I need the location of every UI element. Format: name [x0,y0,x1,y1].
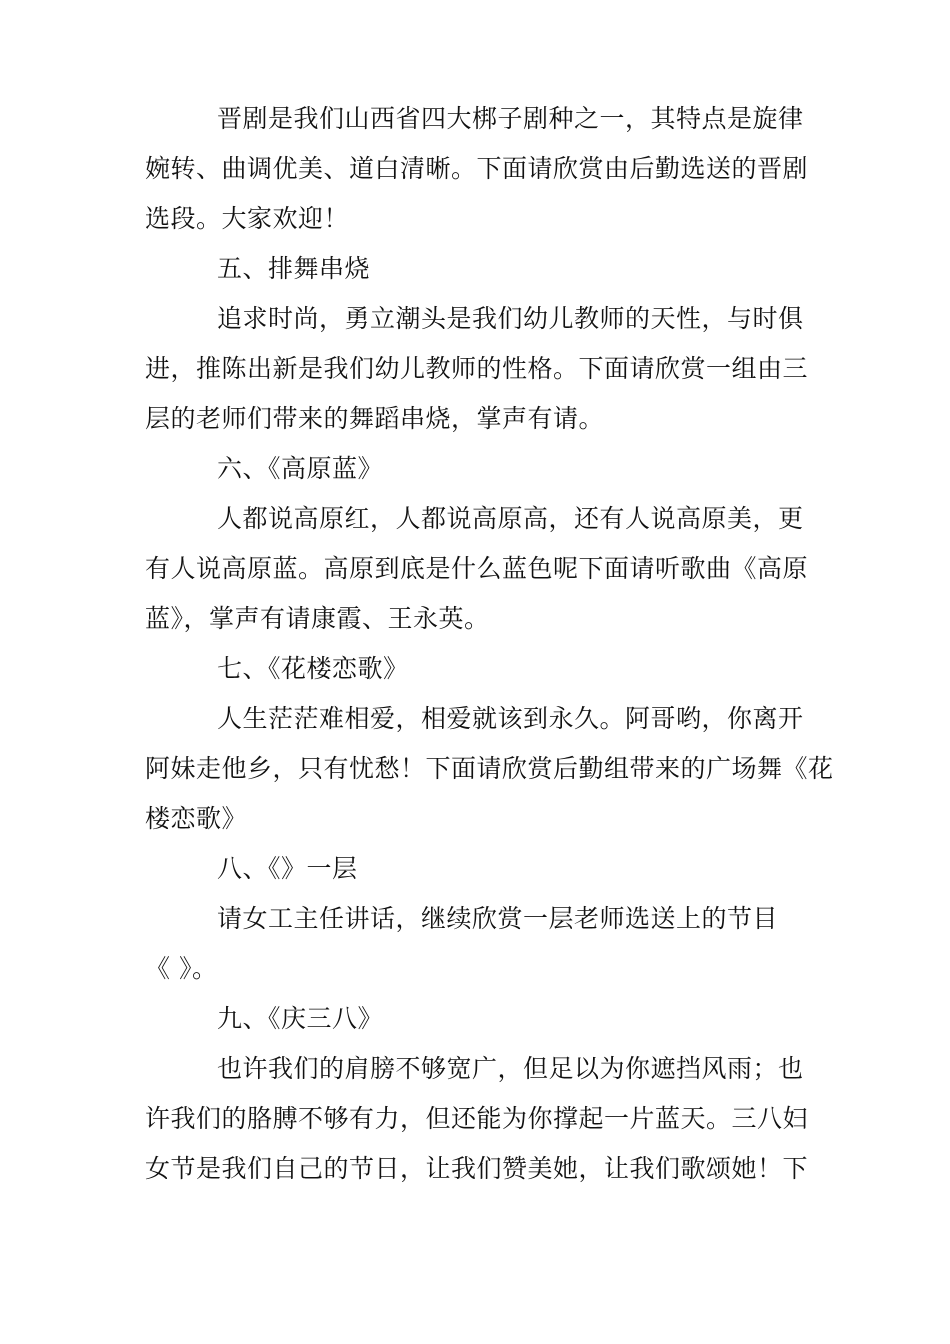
paragraph-flower-tower [145,694,834,844]
text-line: 有人说高原蓝。高原到底是什么蓝色呢下面请听歌曲《高原 [145,554,809,583]
text-line: 蓝》，掌声有请康霞、王永英。 [145,604,490,633]
text-line: 婉转、曲调优美、道白清晰。下面请欣赏由后勤选送的晋剧 [145,154,809,183]
text-line: 许我们的胳膊不够有力，但还能为你撑起一片蓝天。三八妇 [145,1104,809,1133]
paragraph-dance-medley [145,294,810,444]
text-line: 人生茫茫难相爱，相爱就该到永久。阿哥哟，你离开 [217,704,804,733]
document-body [145,94,834,1194]
text-line: 追求时尚，勇立潮头是我们幼儿教师的天性，与时俱 [217,304,804,333]
section-heading: 五、排舞串烧 [217,254,371,283]
section-heading: 七、《花楼恋歌》 [217,654,409,683]
text-line: 晋剧是我们山西省四大梆子剧种之一，其特点是旋律 [217,104,804,133]
text-line: 选段。大家欢迎！ [145,204,350,233]
section-heading: 八、《》一层 [217,854,358,883]
text-line: 楼恋歌》 [145,804,248,833]
text-line: 《 》。 [145,954,218,983]
text-line: 女节是我们自己的节日，让我们赞美她，让我们歌颂她！下 [145,1154,809,1183]
text-line: 进，推陈出新是我们幼儿教师的性格。下面请欣赏一组由三 [145,354,809,383]
text-line: 请女工主任讲话，继续欣赏一层老师选送上的节目 [217,904,779,933]
paragraph-jinju [145,94,810,244]
section-heading: 九、《庆三八》 [217,1004,384,1033]
paragraph-first-floor [145,894,810,994]
section-heading: 六、《高原蓝》 [217,454,384,483]
paragraph-celebrate-38 [145,1044,810,1194]
text-line: 阿妹走他乡，只有忧愁！下面请欣赏后勤组带来的广场舞《花 [145,754,834,783]
text-line: 层的老师们带来的舞蹈串烧，掌声有请。 [145,404,605,433]
text-line: 也许我们的肩膀不够宽广，但足以为你遮挡风雨；也 [217,1054,804,1083]
text-line: 人都说高原红，人都说高原高，还有人说高原美，更 [217,504,804,533]
paragraph-plateau-blue [145,494,810,644]
